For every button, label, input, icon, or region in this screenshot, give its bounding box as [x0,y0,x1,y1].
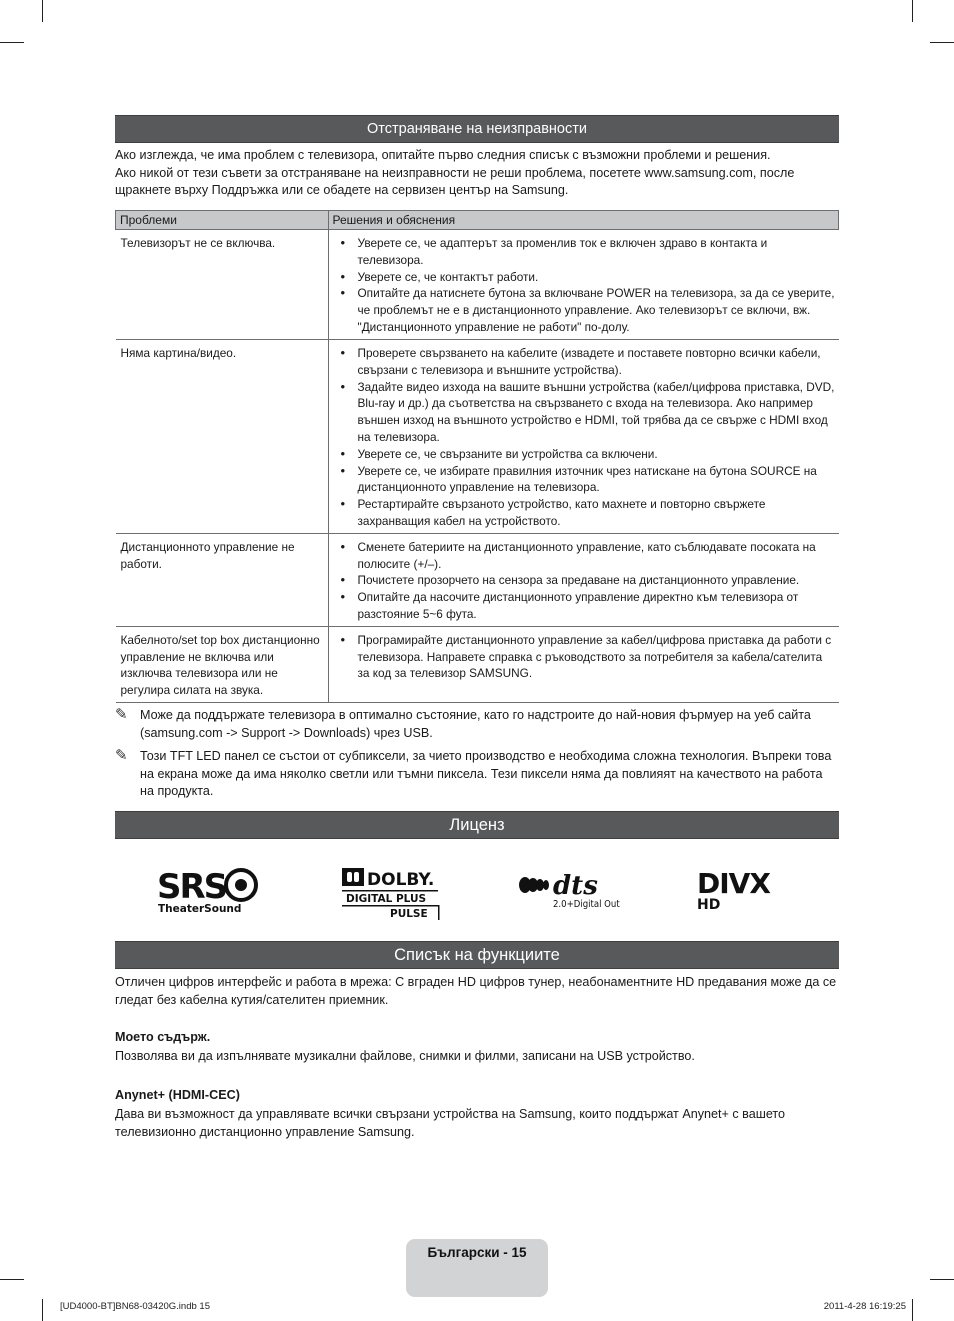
page-number-tab [406,1239,548,1297]
dolby-pulse-text: PULSE [390,908,428,920]
table-row [116,340,839,534]
divx-hd-logo [695,860,805,922]
solutions-cell [328,626,839,702]
dts-logo-text: dts [553,871,598,901]
dolby-digital-plus-logo [340,860,445,922]
table-row [116,626,839,702]
feature-text-anynet: Дава ви възможност да управлявате всички свързани устройства на Samsung, които поддържат Anynet+ с вашето телевизионно дистанционно управление Samsung. [115,1107,786,1139]
note-pixels: ✎ Този TFT LED панел се състои от субпиксели, за чието производство е необходима сложна технология. Въпреки това на екрана може да има няколко светли или тъмни пиксела. Тези пиксели няма да повлияят на качеството на работа на продукта. [115,747,832,798]
solutions-cell [328,230,839,340]
header-solutions: Решения и обяснения [328,211,839,230]
solutions-cell [328,533,839,626]
crop-mark [930,1279,954,1280]
troubleshooting-heading: Отстраняване на неизправности [115,115,839,143]
crop-mark [930,42,954,43]
intro-paragraph: Ако изглежда, че има проблем с телевизора, опитайте първо следния списък с възможни проблеми и решения. Ако никой от тези съвети за отстраняване на неизправности не реши проблема, посетете www.samsung.com, после щракнете върху Поддръжка или се обадете на сервизен център на Samsung. [115,148,795,197]
dts-logo [515,860,625,922]
license-heading: Лиценз [115,811,839,839]
problem-cell: Дистанционното управление не работи. [116,533,329,626]
divx-hd-text: HD [697,897,721,913]
divx-logo-text: DIVX [697,867,770,900]
crop-mark [42,1299,43,1321]
crop-mark [0,1279,24,1280]
solution-item: • Уверете се, че избирате правилния източник чрез натискане на бутона SOURCE на дистанционното управление на телевизора. [333,463,835,497]
dts-wave-mark [519,877,549,893]
srs-logo-text: SRS [157,867,227,907]
solution-item: • Уверете се, че свързаните ви устройства са включени. [333,446,835,463]
dolby-digital-plus-text: DIGITAL PLUS [346,893,427,905]
footer-file-info: [UD4000-BT]BN68-03420G.indb 15 [60,1301,210,1312]
solution-item: • Програмирайте дистанционното управление за кабел/цифрова приставка да работи с телевизора. Направете справка с ръководството за потребителя за кабела/сателита за код за телевизор SAMSUNG. [333,632,835,682]
features-intro: Отличен цифров интерфейс и работа в мрежа: С вграден HD цифров тунер, неабонаментните HD предавания може да се гледат без кабелна кутия/сателитен приемник. [115,975,837,1007]
solution-item: • Задайте видео изхода на вашите външни устройства (кабел/цифрова приставка, DVD, Blu-ray и др.) да съответства на свързването с входа на телевизора. Ако например външен изход на външното устройство е HDMI, той трябва да се свърже с HDMI вход на телевизора. [333,379,835,446]
table-row [116,533,839,626]
solution-item: • Сменете батериите на дистанционното управление, като съблюдавате посоката на полюсите (+/–). [333,539,835,573]
solution-item: • Опитайте да натиснете бутона за включване POWER на телевизора, за да се уверите, че проблемът не е в дистанционното управление. Ако телевизорът се включи, вж. "Дистанционното управление не работи" по-долу. [333,285,835,335]
header-problems: Проблеми [116,211,329,230]
feature-title-my-content: Моето съдърж. [115,1030,211,1044]
crop-mark [912,1299,913,1321]
solution-item: • Уверете се, че контактът работи. [333,269,835,286]
license-logos [115,860,839,922]
crop-mark [0,42,24,43]
crop-mark [912,0,913,22]
problem-cell: Телевизорът не се включва. [116,230,329,340]
dts-sub-text: 2.0+Digital Out [553,899,620,910]
solution-item: • Уверете се, че адаптерът за променлив ток е включен здраво в контакта и телевизора. [333,235,835,269]
problem-cell: Кабелното/set top box дистанционно управление не включва или изключва телевизора или не регулира силата на звука. [116,626,329,702]
troubleshooting-table [115,210,839,703]
solution-item: • Опитайте да насочите дистанционното управление директно към телевизора от разстояние 5~6 фута. [333,589,835,623]
solution-item: • Рестартирайте свързаното устройство, като махнете и повторно свържете захранващия кабел на устройството. [333,496,835,530]
solutions-cell [328,340,839,534]
srs-theatersound-logo [155,860,265,922]
dolby-logo-text: DOLBY. [367,870,435,890]
table-header-row [116,211,839,230]
solution-item: • Почистете прозорчето на сензора за предаване на дистанционното управление. [333,572,835,589]
note-firmware: ✎ Може да поддържате телевизора в оптимално състояние, като го надстроите до най-новия фърмуер на уеб сайта (samsung.com -> Support -> Downloads) чрез USB. [115,706,811,740]
crop-mark [42,0,43,22]
dolby-double-d-mark [342,868,364,886]
solution-item: • Проверете свързването на кабелите (извадете и поставете повторно всички кабели, свързани с телевизора и външните устройства). [333,345,835,379]
feature-text-my-content: Позволява ви да изпълнявате музикални файлове, снимки и филми, записани на USB устройство. [115,1049,695,1063]
pencil-note-icon: ✎ [115,747,128,764]
page-number-label: Български - 15 [427,1245,527,1260]
srs-sub-text: TheaterSound [158,903,242,915]
table-row [116,230,839,340]
pencil-note-icon: ✎ [115,706,128,723]
srs-circle-dot [235,879,247,891]
problem-cell: Няма картина/видео. [116,340,329,534]
feature-title-anynet: Anynet+ (HDMI-CEC) [115,1088,240,1102]
footer-timestamp: 2011-4-28 16:19:25 [823,1301,906,1312]
features-heading: Списък на функциите [115,941,839,969]
